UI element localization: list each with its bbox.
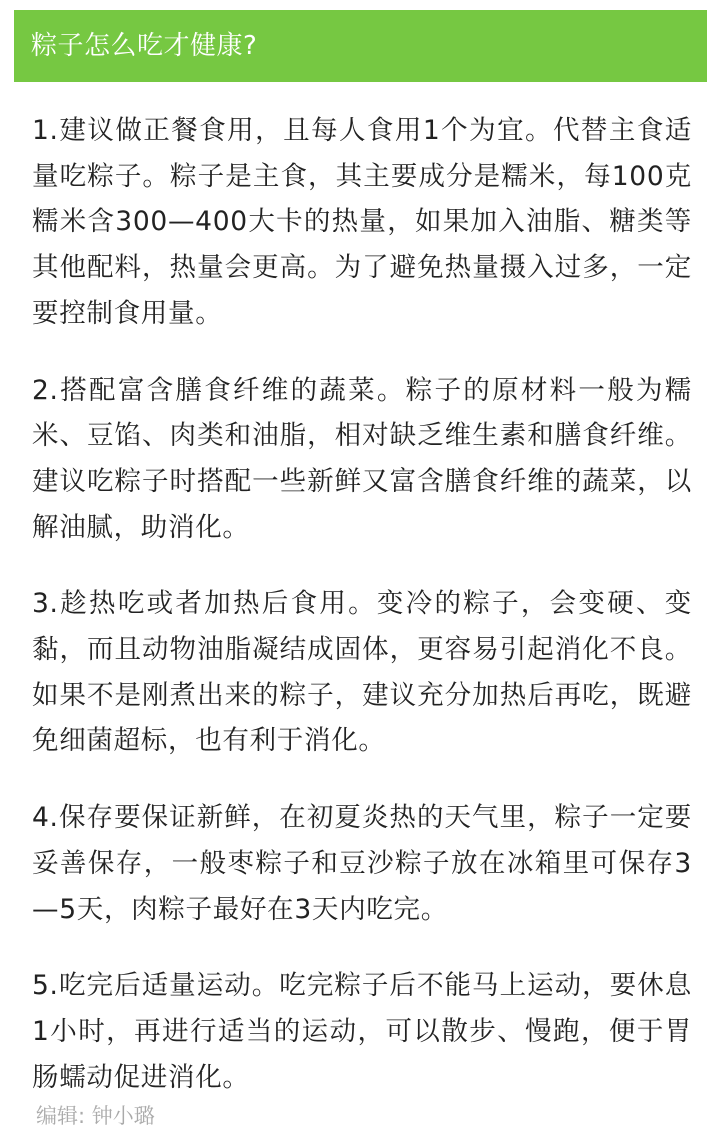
paragraph-2: 2.搭配富含膳食纤维的蔬菜。粽子的原材料一般为糯米、豆馅、肉类和油脂，相对缺乏维生素和膳食纤维。建议吃粽子时搭配一些新鲜又富含膳食纤维的蔬菜，以解油腻，助消化。 (32, 374, 692, 543)
paragraph-4: 4.保存要保证新鲜，在初夏炎热的天气里，粽子一定要妥善保存，一般枣粽子和豆沙粽子放在冰箱里可保存3—5天，肉粽子最好在3天内吃完。 (32, 802, 692, 925)
page-title: 粽子怎么吃才健康? (31, 31, 258, 61)
paragraph-5: 5.吃完后适量运动。吃完粽子后不能马上运动，要休息1小时，再进行适当的运动，可以散步、慢跑，便于胃肠蠕动促进消化。 (32, 970, 692, 1093)
paragraph-1: 1.建议做正餐食用，且每人食用1个为宜。代替主食适量吃粽子。粽子是主食，其主要成分是糯米，每100克糯米含300—400大卡的热量，如果加入油脂、糖类等其他配料，热量会更高。为了避免热量摄入过多，一定要控制食用量。 (32, 115, 692, 329)
title-banner (14, 10, 707, 82)
article-body (32, 108, 692, 1131)
editor-credit: 编辑: 钟小璐 (36, 1104, 155, 1128)
paragraph-3: 3.趁热吃或者加热后食用。变冷的粽子，会变硬、变黏，而且动物油脂凝结成固体，更容易引起消化不良。如果不是刚煮出来的粽子，建议充分加热后再吃，既避免细菌超标，也有利于消化。 (32, 588, 692, 757)
